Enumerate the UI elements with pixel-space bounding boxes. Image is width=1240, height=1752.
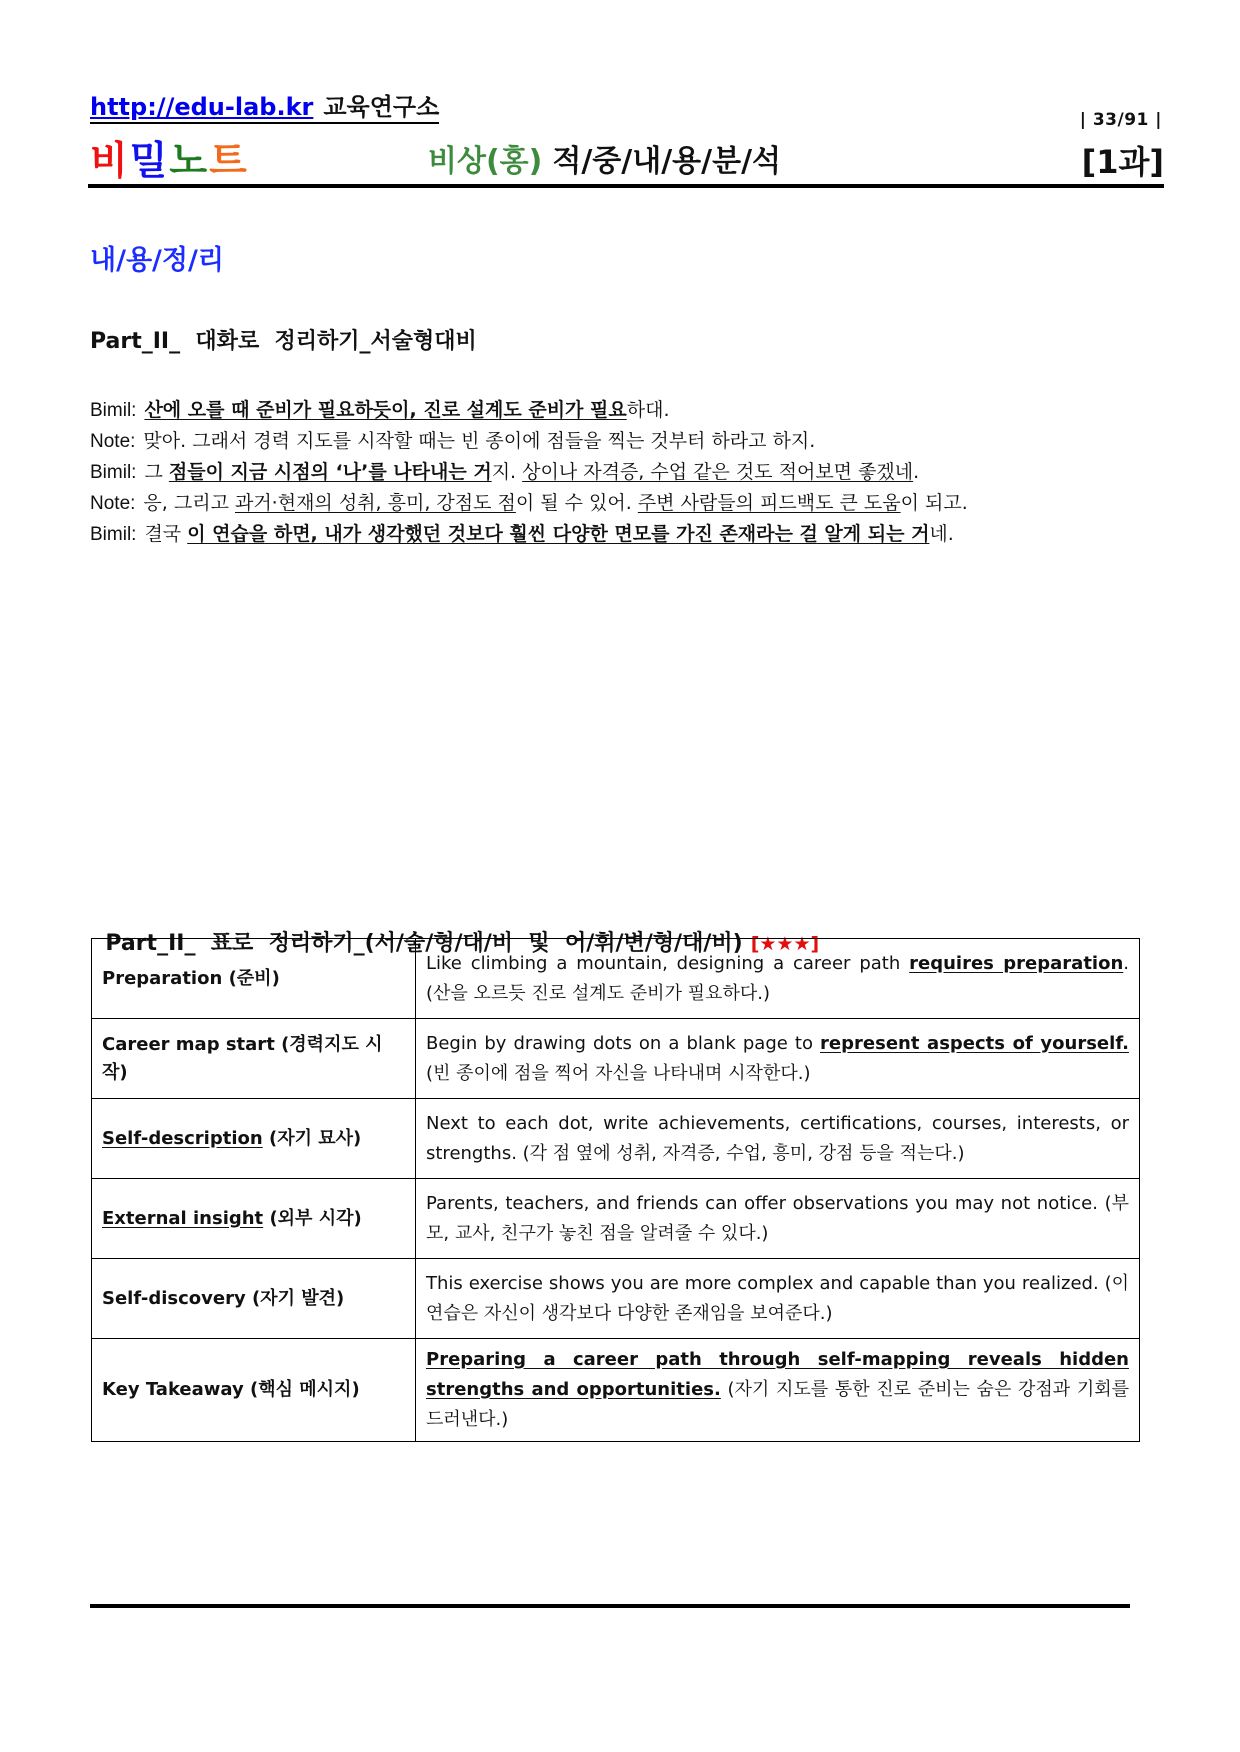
description-text: (자기 지도를 통한 진로 준비는 숨은 강점과 기회를 드러낸다.) xyxy=(426,1379,1129,1430)
term-cell xyxy=(92,1019,416,1099)
description-text: Parents, teachers, and friends can offer observations you may not notice. (부모, 교사, 친구가 놓친 점을 알려줄 수 있다.) xyxy=(426,1192,1129,1244)
site-url-link[interactable]: http://edu-lab.kr xyxy=(90,93,314,121)
dialogue-line xyxy=(90,426,1160,457)
description-text: Like climbing a mountain, designing a career path xyxy=(426,952,910,974)
description-text: This exercise shows you are more complex and capable than you realized. (이 연습은 자신이 생각보다 다양한 존재임을 보여준다.) xyxy=(426,1272,1129,1324)
section-title: 내/용/정/리 xyxy=(90,245,224,276)
dialogue-segment: 점들이 지금 시점의 ‘나’를 나타내는 거 xyxy=(168,461,492,483)
brand-char: 노 xyxy=(169,139,210,184)
term-text: (핵심 메시지) xyxy=(243,1379,360,1400)
description-text: Next to each dot, write achievements, certifications, courses, interests, or strengths. (각 점 옆에 성취, 자격증, 수업, 흥미, 강점 등을 적는다.) xyxy=(426,1112,1129,1164)
description-cell xyxy=(416,939,1140,1019)
document-title xyxy=(428,142,781,182)
page-number: | 33/91 | xyxy=(1079,110,1162,130)
term-text: (자기 묘사) xyxy=(262,1127,362,1149)
speaker-label: Bimil: xyxy=(90,524,137,545)
term-cell xyxy=(92,1099,416,1179)
term-cell xyxy=(92,1179,416,1259)
brand-char: 밀 xyxy=(129,139,170,184)
term-text: Preparation xyxy=(102,967,223,989)
term-cell xyxy=(92,1339,416,1442)
table-row xyxy=(92,1019,1140,1099)
description-text: requires preparation xyxy=(909,952,1124,974)
speaker-label: Bimil: xyxy=(90,462,137,483)
dialogue-segment: 이 될 수 있어. xyxy=(515,492,638,514)
dialogue-segment: 그 xyxy=(144,461,169,483)
dialogue-segment: 결국 xyxy=(144,523,188,545)
speaker-label: Bimil: xyxy=(90,400,137,421)
lesson-label: [1과] xyxy=(1081,143,1164,181)
dialogue-block xyxy=(90,395,1160,550)
term-text: Self-discovery xyxy=(102,1287,246,1309)
dialogue-segment: 응, 그리고 xyxy=(143,492,235,514)
dialogue-segment: 맞아. 그래서 경력 지도를 시작할 때는 빈 종이에 점들을 찍는 것부터 하라고 하지. xyxy=(143,430,816,452)
site-header-line xyxy=(90,92,439,124)
brand-logo-text xyxy=(90,140,249,184)
term-cell xyxy=(92,1259,416,1339)
dialogue-segment: 과거·현재의 성취, 흥미, 강점도 점 xyxy=(234,492,516,514)
part-table-heading-text: Part_II_ 표로 정리하기_(서/술/형/대/비 및 어/휘/변/형/대/비) xyxy=(105,931,743,956)
speaker-label: Note: xyxy=(90,431,136,452)
table-row xyxy=(92,1099,1140,1179)
site-name: 교육연구소 xyxy=(323,93,440,121)
term-text: (경력지도 시작) xyxy=(102,1033,383,1083)
publisher-label: 비상(홍) xyxy=(428,144,543,179)
summary-table xyxy=(91,938,1140,1442)
dialogue-segment: 이 되고. xyxy=(900,492,968,514)
dialogue-line xyxy=(90,395,1160,426)
term-text: (외부 시각) xyxy=(263,1207,362,1229)
table-row xyxy=(92,939,1140,1019)
table-row xyxy=(92,1179,1140,1259)
dialogue-segment: 주변 사람들의 피드백도 큰 도움 xyxy=(637,492,901,514)
dialogue-segment: 상이나 자격증, 수업 같은 것도 적어보면 좋겠네 xyxy=(522,461,914,483)
description-text: represent aspects of yourself. xyxy=(820,1032,1129,1054)
description-text: Preparing a career path through self-mapping reveals hidden strengths and opportunities. xyxy=(426,1349,1129,1400)
dialogue-segment: 지. xyxy=(491,461,523,483)
dialogue-segment: 하대. xyxy=(626,399,670,421)
term-text: (자기 발견) xyxy=(245,1287,345,1309)
description-cell xyxy=(416,1339,1140,1442)
dialogue-segment: 이 연습을 하면, 내가 생각했던 것보다 훨씬 다양한 면모를 가진 존재라는 걸 알게 되는 거 xyxy=(187,523,930,545)
term-text: Self-description xyxy=(102,1127,263,1149)
brand-char: 트 xyxy=(209,139,249,184)
table-row xyxy=(92,1259,1140,1339)
description-cell xyxy=(416,1179,1140,1259)
table-row xyxy=(92,1339,1140,1442)
term-text: (준비) xyxy=(222,967,280,989)
speaker-label: Note: xyxy=(90,493,136,514)
brand-char: 비 xyxy=(90,139,130,184)
dialogue-line xyxy=(90,488,1160,519)
part-dialogue-heading: Part_II_ 대화로 정리하기_서술형대비 xyxy=(90,329,477,354)
description-text: (빈 종이에 점을 찍어 자신을 나타내며 시작한다.) xyxy=(426,1062,811,1084)
description-text: . (산을 오르듯 진로 설계도 준비가 필요하다.) xyxy=(426,952,1130,1004)
footer-divider xyxy=(90,1604,1130,1608)
description-text: Begin by drawing dots on a blank page to xyxy=(426,1032,821,1054)
term-text: Career map start xyxy=(102,1033,275,1055)
dialogue-segment: 산에 오를 때 준비가 필요하듯이, 진로 설계도 준비가 필요 xyxy=(144,399,627,421)
analysis-title: 적/중/내/용/분/석 xyxy=(552,144,782,179)
dialogue-line xyxy=(90,457,1160,488)
term-cell xyxy=(92,939,416,1019)
dialogue-line xyxy=(90,519,1160,550)
description-cell xyxy=(416,1099,1140,1179)
dialogue-segment: 네. xyxy=(929,523,954,545)
importance-stars: [★★★] xyxy=(750,933,820,955)
term-text: External insight xyxy=(102,1207,264,1229)
description-cell xyxy=(416,1019,1140,1099)
description-cell xyxy=(416,1259,1140,1339)
dialogue-segment: . xyxy=(913,461,920,483)
term-text: Key Takeaway xyxy=(102,1379,244,1400)
header-divider xyxy=(88,184,1164,188)
